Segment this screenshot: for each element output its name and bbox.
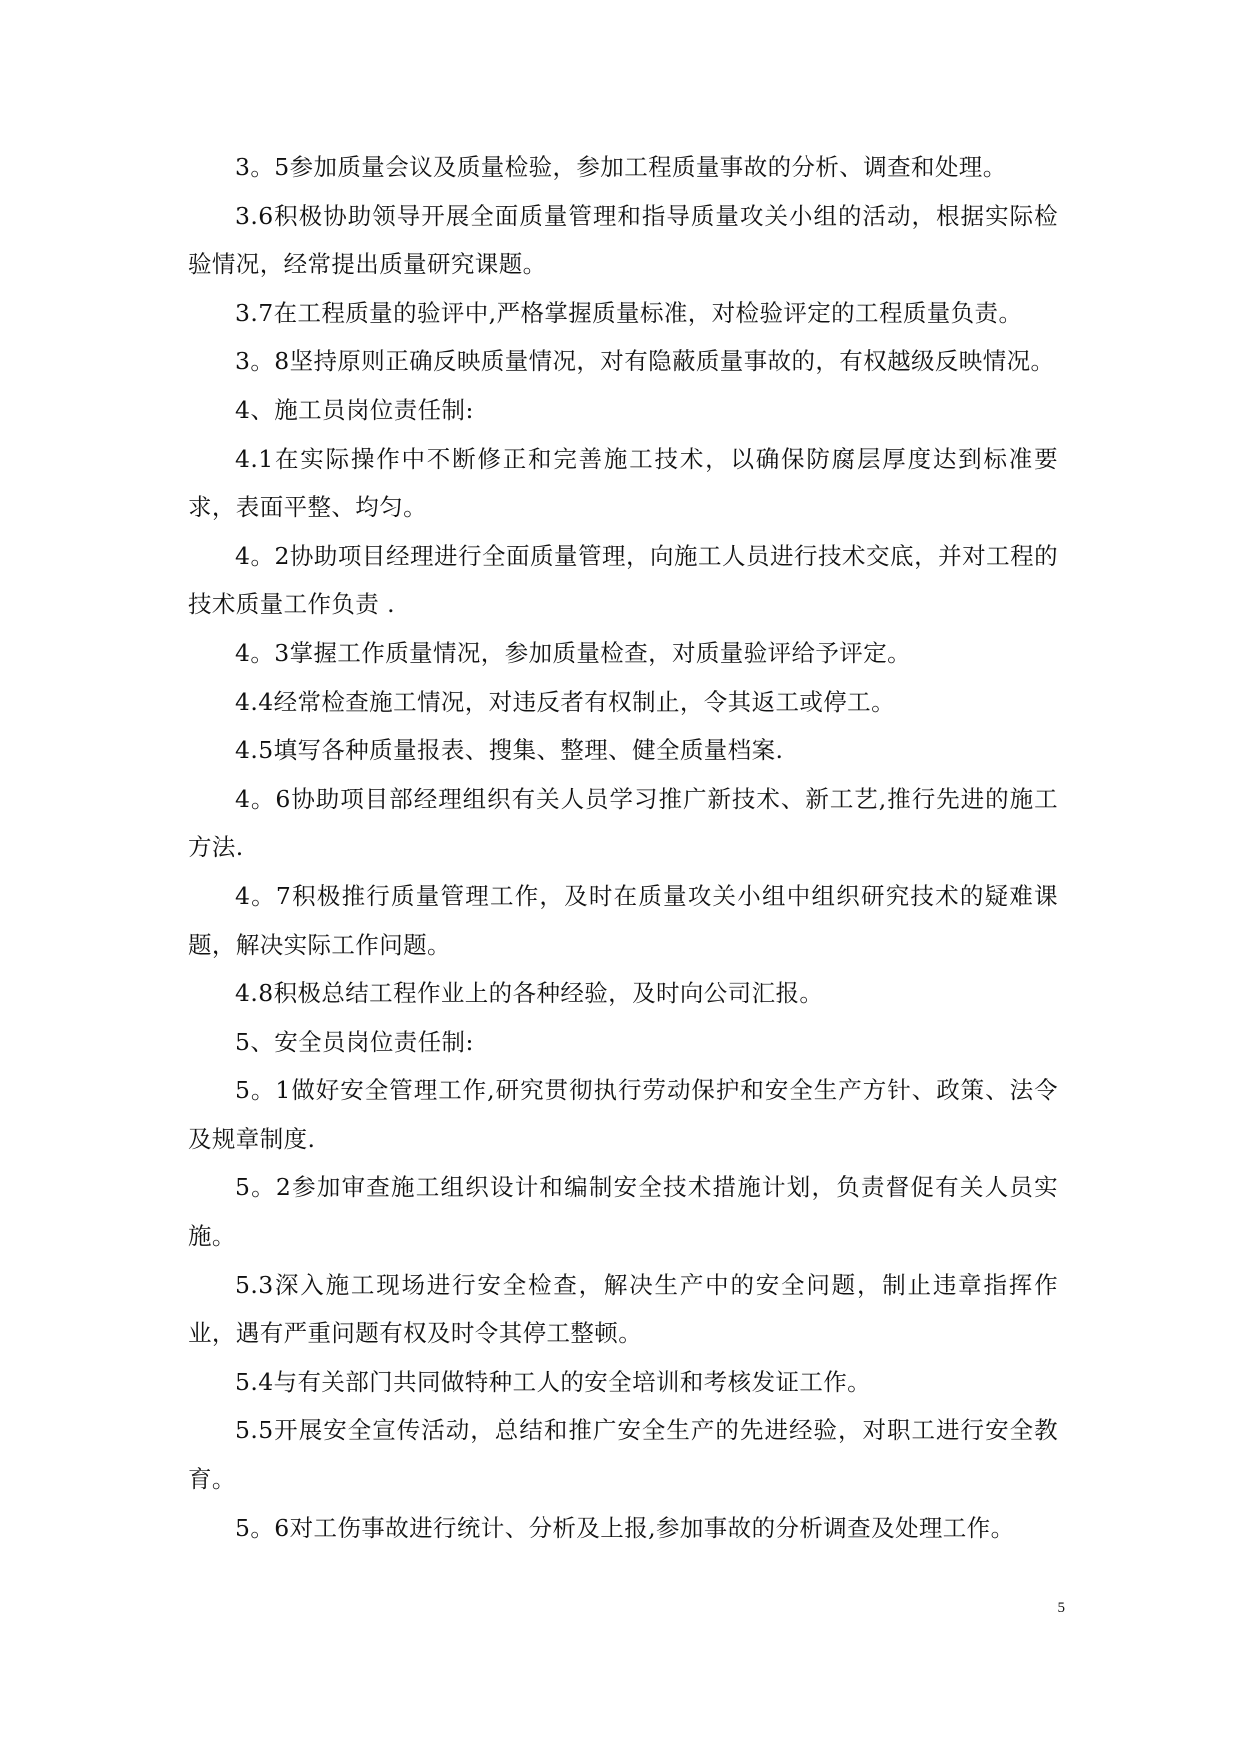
paragraph-5-1: 5。1做好安全管理工作,研究贯彻执行劳动保护和安全生产方针、政策、法令及规章制度.	[188, 1076, 1058, 1153]
paragraph-4-6: 4。6协助项目部经理组织有关人员学习推广新技术、新工艺,推行先进的施工方法.	[188, 784, 1058, 862]
paragraph-3-5: 3。5参加质量会议及质量检验，参加工程质量事故的分析、调查和处理。	[235, 153, 1007, 181]
paragraph-3-8: 3。8坚持原则正确反映质量情况，对有隐蔽质量事故的，有权越级反映情况。	[235, 347, 1055, 376]
paragraph-4-3: 4。3掌握工作质量情况，参加质量检查，对质量验评给予评定。	[235, 638, 912, 667]
paragraph-5-4: 5.4与有关部门共同做特种工人的安全培训和考核发证工作。	[235, 1367, 872, 1396]
paragraph-4-8: 4.8积极总结工程作业上的各种经验，及时向公司汇报。	[235, 979, 824, 1008]
paragraph-4-4: 4.4经常检查施工情况，对违反者有权制止，令其返工或停工。	[235, 687, 895, 716]
paragraph-4-5: 4.5填写各种质量报表、搜集、整理、健全质量档案.	[235, 736, 784, 765]
paragraph-5-6: 5。6对工伤事故进行统计、分析及上报,参加事故的分析调查及处理工作。	[235, 1513, 1015, 1542]
paragraph-4-1: 4.1在实际操作中不断修正和完善施工技术，以确保防腐层厚度达到标准要求，表面平整、均匀。	[188, 444, 1058, 522]
paragraph-4-2: 4。2协助项目经理进行全面质量管理，向施工人员进行技术交底，并对工程的技术质量工作负责 .	[188, 541, 1058, 619]
paragraph-5-5: 5.5开展安全宣传活动，总结和推广安全生产的先进经验，对职工进行安全教育。	[188, 1416, 1058, 1494]
document-body	[188, 143, 1058, 1552]
section-heading-5: 5、安全员岗位责任制:	[235, 1027, 474, 1056]
section-heading-4: 4、施工员岗位责任制:	[235, 395, 474, 424]
page-number: 5	[1057, 1600, 1065, 1616]
paragraph-4-7: 4。7积极推行质量管理工作，及时在质量攻关小组中组织研究技术的疑难课题，解决实际工作问题。	[188, 881, 1058, 959]
paragraph-3-6: 3.6积极协助领导开展全面质量管理和指导质量攻关小组的活动，根据实际检验情况，经常提出质量研究课题。	[188, 201, 1058, 279]
paragraph-3-7: 3.7在工程质量的验评中,严格掌握质量标准，对检验评定的工程质量负责。	[235, 298, 1023, 327]
paragraph-5-2: 5。2参加审查施工组织设计和编制安全技术措施计划，负责督促有关人员实施。	[188, 1173, 1058, 1251]
paragraph-5-3: 5.3深入施工现场进行安全检查，解决生产中的安全问题，制止违章指挥作业，遇有严重问题有权及时令其停工整顿。	[188, 1270, 1058, 1348]
